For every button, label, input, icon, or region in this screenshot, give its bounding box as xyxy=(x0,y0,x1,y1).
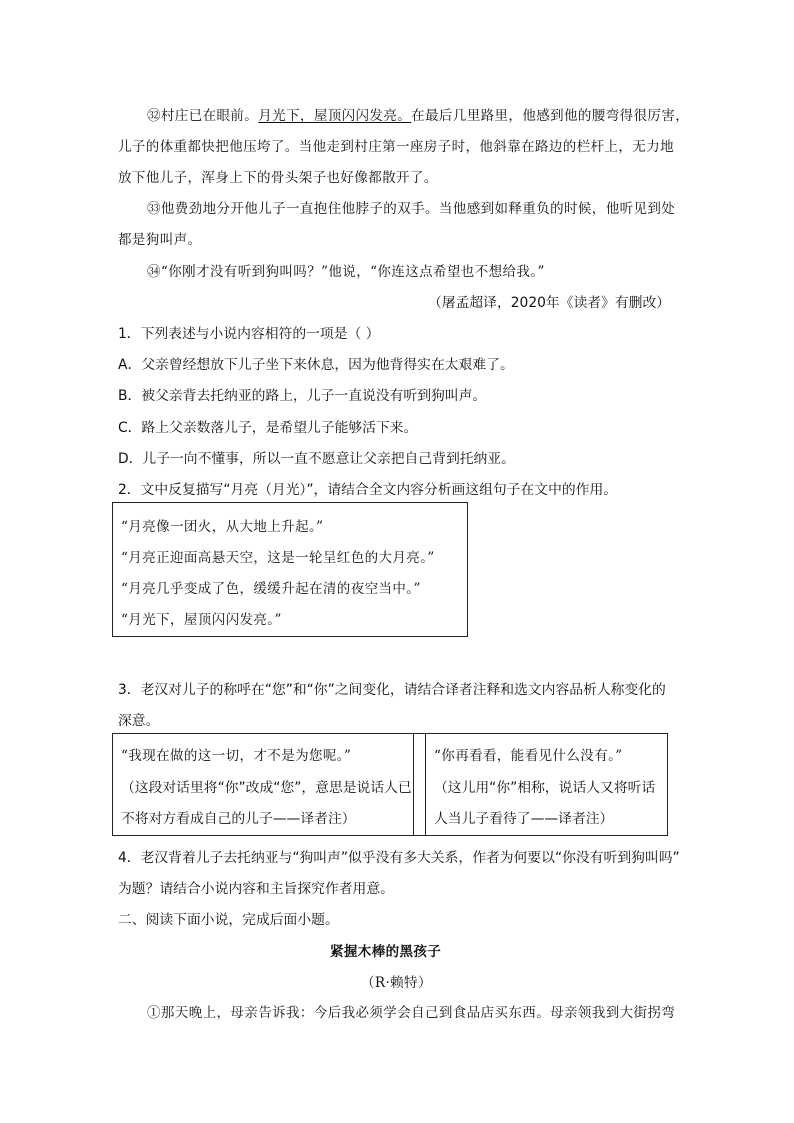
moon-quote-1: “月亮像一团火，从大地上升起。” xyxy=(121,519,324,535)
question-2-stem: 2．文中反复描写“月亮（月光）”，请结合全文内容分析画这组句子在文中的作用。 xyxy=(118,482,618,498)
table-divider xyxy=(413,734,414,835)
moon-quote-3: “月亮几乎变成了色，缓缓升起在清的夜空当中。” xyxy=(121,581,421,597)
paragraph-33-line-1: ㉝他费劲地分开他儿子一直抱住他脖子的双手。当他感到如释重负的时候，他听见到处 xyxy=(147,201,676,217)
question-1-option-b: B．被父亲背去托纳亚的路上，儿子一直说没有听到狗叫声。 xyxy=(118,388,487,404)
paragraph-number: ㉜ xyxy=(147,108,161,124)
moon-quote-2: “月亮正迎面高悬天空，这是一轮呈红色的大月亮。” xyxy=(121,550,435,566)
paragraph-34-line-1: ㉞“你刚才没有听到狗叫吗？”他说，“你连这点希望也不想给我。” xyxy=(147,264,545,280)
paragraph-32-line-1 xyxy=(147,104,689,124)
question-1-option-a: A．父亲曾经想放下儿子坐下来休息，因为他背得实在太艰难了。 xyxy=(118,357,514,373)
moon-quote-4: “月光下，屋顶闪闪发亮。” xyxy=(121,612,282,628)
paragraph-32-line-2: 儿子的体重都快把他压垮了。当他走到村庄第一座房子时，他斜靠在路边的栏杆上，无力地 xyxy=(118,139,674,155)
paragraph-32-line-3: 放下他儿子，浑身上下的骨头架子也好像都散开了。 xyxy=(118,170,438,186)
question-1-stem: 1．下列表述与小说内容相符的一项是（ ） xyxy=(118,326,380,342)
story-title: 紧握木棒的黑孩子 xyxy=(330,944,442,960)
question-4-line-1: 4．老汉背着儿子去托纳亚与“狗叫声”似乎没有多大关系，作者为何要以“你没有听到狗叫吗” xyxy=(118,850,680,866)
question-1-option-c: C．路上父亲数落儿子，是希望儿子能够活下来。 xyxy=(118,420,418,436)
text-span: 村庄已在眼前。 xyxy=(160,108,259,124)
question-1-option-d: D．儿子一向不懂事，所以一直不愿意让父亲把自己背到托纳亚。 xyxy=(118,451,515,467)
question-3-stem-line-1: 3．老汉对儿子的称呼在“您”和“你”之间变化，请结合译者注释和选文内容品析人称变化的 xyxy=(118,682,666,698)
paragraph-33-line-2: 都是狗叫声。 xyxy=(118,232,202,248)
story-paragraph-1: ①那天晚上，母亲告诉我：今后我必须学会自己到食品店买东西。母亲领我到大街拐弯 xyxy=(147,1005,676,1021)
question-4-line-2: 为题？请结合小说内容和主旨探究作者用意。 xyxy=(118,881,394,897)
table-divider xyxy=(425,734,426,835)
left-cell-note-line-1: （这段对话里将“你”改成“您”，意思是说话人已 xyxy=(121,780,412,796)
left-cell-quote: “我现在做的这一切，才不是为您呢。” xyxy=(121,748,352,764)
source-citation: （屠孟超译，2020年《读者》有删改） xyxy=(428,295,671,311)
left-cell-note-line-2: 不将对方看成自己的儿子——译者注） xyxy=(121,811,356,827)
right-cell-quote: “你再看看，能看见什么没有。” xyxy=(434,748,623,764)
question-3-stem-line-2: 深意。 xyxy=(118,713,160,729)
text-span: 在最后几里路里，他感到他的腰弯得很厉害， xyxy=(411,108,690,124)
right-cell-note-line-1: （这儿用“你”相称，说话人又将听话 xyxy=(434,780,656,796)
story-author: （R·赖特） xyxy=(361,975,432,991)
right-cell-note-line-2: 人当儿子看待了——译者注） xyxy=(434,811,614,827)
section-2-heading: 二、阅读下面小说，完成后面小题。 xyxy=(118,912,339,928)
underlined-sentence: 月光下，屋顶闪闪发亮。 xyxy=(258,108,412,124)
